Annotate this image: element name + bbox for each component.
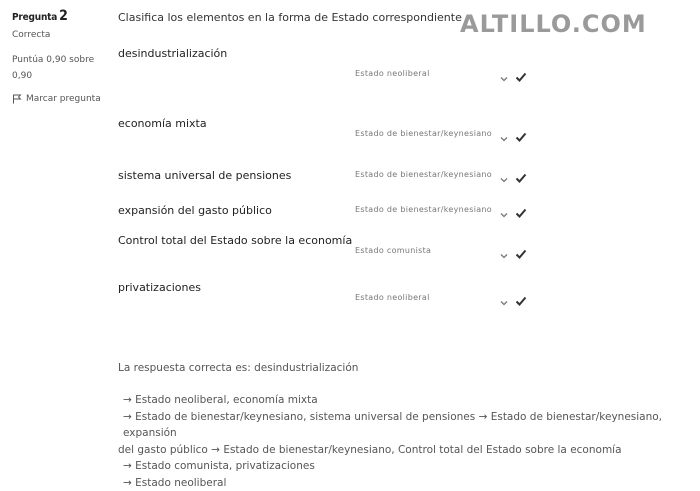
match-select[interactable]: Estado de bienestar/keynesiano bbox=[355, 170, 492, 179]
chevron-down-icon[interactable] bbox=[499, 129, 509, 139]
match-row bbox=[118, 169, 538, 189]
check-icon bbox=[515, 204, 527, 216]
match-select[interactable]: Estado de bienestar/keynesiano bbox=[355, 129, 492, 138]
match-select[interactable]: Estado comunista bbox=[355, 246, 431, 255]
check-icon bbox=[515, 68, 527, 80]
flag-label: Marcar pregunta bbox=[26, 94, 101, 104]
check-icon bbox=[515, 128, 527, 140]
question-text: Clasifica los elementos en la forma de Estado correspondiente bbox=[118, 11, 462, 24]
chevron-down-icon[interactable] bbox=[499, 293, 509, 303]
question-number bbox=[12, 8, 107, 24]
grade-line-1: Puntúa 0,90 sobre bbox=[12, 52, 107, 68]
match-term: Control total del Estado sobre la economía bbox=[118, 234, 352, 247]
feedback-line: del gasto público → Estado de bienestar/keynesiano, Control total del Estado sobre la economía bbox=[118, 442, 693, 459]
question-label: Pregunta bbox=[12, 12, 57, 23]
feedback-line: → Estado comunista, privatizaciones bbox=[118, 458, 693, 475]
question-grade bbox=[12, 52, 107, 84]
watermark: ALTILLO.COM bbox=[460, 10, 647, 38]
question-state: Correcta bbox=[12, 30, 107, 40]
match-row bbox=[118, 204, 538, 224]
match-term: desindustrialización bbox=[118, 47, 227, 60]
question-info bbox=[12, 8, 107, 104]
feedback-line: → Estado neoliberal, economía mixta bbox=[118, 392, 693, 409]
feedback-line: → Estado neoliberal bbox=[118, 475, 693, 491]
match-row bbox=[118, 281, 538, 301]
match-select[interactable]: Estado neoliberal bbox=[355, 293, 430, 302]
match-row bbox=[118, 234, 538, 254]
right-answer: La respuesta correcta es: desindustrialización bbox=[118, 362, 693, 374]
match-select[interactable]: Estado de bienestar/keynesiano bbox=[355, 205, 492, 214]
check-icon bbox=[515, 245, 527, 257]
flag-icon bbox=[12, 94, 22, 104]
match-term: expansión del gasto público bbox=[118, 204, 272, 217]
match-term: economía mixta bbox=[118, 117, 207, 130]
match-row bbox=[118, 47, 538, 67]
match-select[interactable]: Estado neoliberal bbox=[355, 69, 430, 78]
chevron-down-icon[interactable] bbox=[499, 170, 509, 180]
check-icon bbox=[515, 169, 527, 181]
flag-question-link[interactable] bbox=[12, 94, 107, 104]
match-term: sistema universal de pensiones bbox=[118, 169, 291, 182]
question-number-value: 2 bbox=[59, 8, 68, 24]
feedback bbox=[118, 362, 693, 491]
chevron-down-icon[interactable] bbox=[499, 69, 509, 79]
grade-line-2: 0,90 bbox=[12, 68, 107, 84]
check-icon bbox=[515, 292, 527, 304]
chevron-down-icon[interactable] bbox=[499, 205, 509, 215]
match-term: privatizaciones bbox=[118, 281, 201, 294]
chevron-down-icon[interactable] bbox=[499, 246, 509, 256]
match-row bbox=[118, 117, 538, 137]
feedback-line: → Estado de bienestar/keynesiano, sistema universal de pensiones → Estado de bienestar/keynesiano, expansión bbox=[118, 409, 693, 442]
